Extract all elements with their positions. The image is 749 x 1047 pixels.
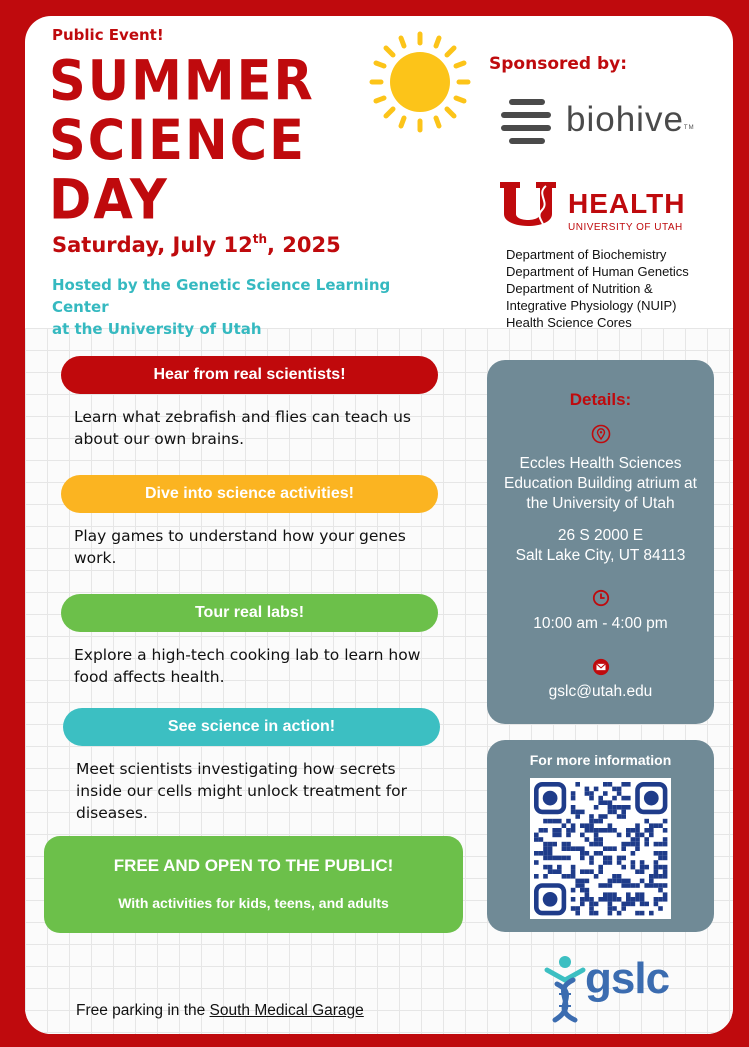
biohive-wordmark (566, 100, 695, 140)
free-subtitle: With activities for kids, teens, and adults (118, 895, 389, 911)
desc-line: work. (74, 549, 117, 567)
uhealth-wordmark: HEALTH (568, 188, 686, 219)
department-item: Department of Human Genetics (506, 264, 689, 279)
dna-figure-icon (543, 954, 587, 1024)
department-item: Integrative Physiology (NUIP) (506, 298, 677, 313)
university-health-logo (498, 180, 708, 240)
title-line-3: DAY (49, 168, 169, 233)
university-u-icon (498, 180, 558, 236)
department-item: Department of Biochemistry (506, 247, 667, 262)
desc-line: Learn what zebrafish and flies can teach us (74, 408, 411, 426)
hosted-by (52, 274, 452, 340)
free-admission-box (44, 836, 463, 933)
details-panel (487, 360, 714, 724)
event-date (52, 232, 341, 257)
activity-desc-scientists (74, 406, 411, 450)
desc-line: Meet scientists investigating how secrets (76, 760, 396, 778)
uhealth-subtitle: UNIVERSITY OF UTAH (568, 222, 683, 233)
desc-line: Play games to understand how your genes (74, 527, 406, 545)
parking-note (76, 1002, 364, 1020)
more-info-panel (487, 740, 714, 932)
department-item: Health Science Cores (506, 315, 632, 330)
activity-desc-labs (74, 644, 420, 688)
department-item: Department of Nutrition & (506, 281, 653, 296)
gslc-wordmark: gslc (585, 954, 670, 1003)
qr-code-image (530, 778, 671, 919)
more-info-title: For more information (529, 752, 672, 768)
activity-heading-scientists: Hear from real scientists! (61, 356, 438, 394)
poster (25, 16, 733, 1034)
parking-prefix: Free parking in the (76, 1002, 210, 1019)
biohive-name: biohive (566, 100, 684, 139)
desc-line: Explore a high-tech cooking lab to learn how (74, 646, 421, 664)
date-superscript: th (252, 232, 268, 246)
event-time: 10:00 am - 4:00 pm (533, 615, 668, 632)
biohive-logo (498, 94, 718, 154)
biohive-mark-icon (498, 96, 558, 148)
hosted-line-2: at the University of Utah (52, 320, 262, 338)
desc-line: food affects health. (74, 668, 225, 686)
activity-desc-activities (74, 525, 406, 569)
date-prefix: Saturday, July 12 (52, 233, 253, 257)
location-text (487, 454, 714, 514)
activity-heading-action: See science in action! (63, 708, 440, 746)
title-line-1: SUMMER (49, 49, 315, 114)
desc-line: about our own brains. (74, 430, 245, 448)
event-title (49, 49, 315, 233)
location-line: the University of Utah (526, 495, 675, 512)
location-line: Eccles Health Sciences (519, 455, 682, 472)
parking-garage-link[interactable]: South Medical Garage (209, 1002, 364, 1019)
address-line: 26 S 2000 E (557, 527, 644, 544)
public-event-label: Public Event! (52, 26, 164, 44)
desc-line: inside our cells might unlock treatment for (76, 782, 408, 800)
department-list (506, 246, 689, 331)
email-icon (592, 658, 610, 676)
sun-icon (368, 30, 472, 134)
desc-line: diseases. (76, 804, 148, 822)
hosted-line-1: Hosted by the Genetic Science Learning Center (52, 276, 391, 316)
address-line: Salt Lake City, UT 84113 (515, 547, 686, 564)
gslc-logo (543, 954, 683, 1024)
qr-code[interactable] (530, 778, 671, 919)
biohive-tm: TM (683, 125, 695, 131)
address-text (487, 526, 714, 566)
contact-email[interactable]: gslc@utah.edu (548, 683, 653, 700)
clock-icon (592, 589, 610, 607)
details-title: Details: (569, 390, 632, 409)
free-title: FREE AND OPEN TO THE PUBLIC! (113, 856, 394, 875)
activity-heading-labs: Tour real labs! (61, 594, 438, 632)
title-line-2: SCIENCE (49, 109, 306, 173)
sponsored-by-label: Sponsored by: (489, 54, 628, 74)
activity-heading-activities: Dive into science activities! (61, 475, 438, 513)
location-line: Education Building atrium at (503, 475, 697, 492)
date-suffix: , 2025 (267, 233, 341, 257)
activity-desc-action (76, 758, 407, 824)
location-pin-icon (591, 424, 611, 444)
